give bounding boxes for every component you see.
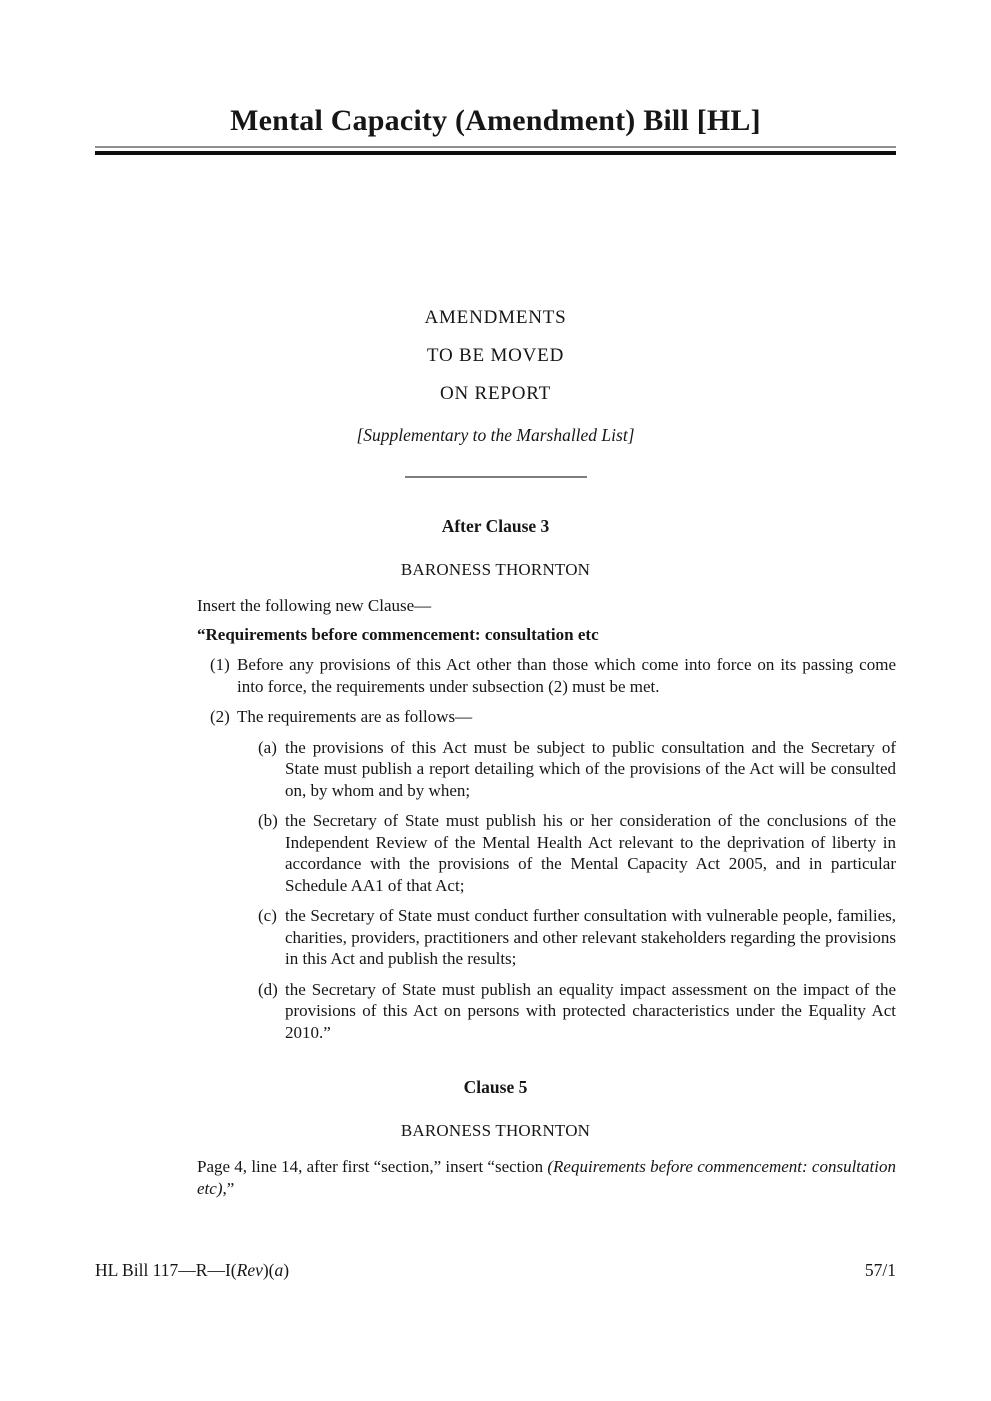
bill-reference <box>95 1260 289 1281</box>
masthead-line-to-be-moved: TO BE MOVED <box>426 345 565 366</box>
bill-reference-part: HL Bill 117—R—I( <box>95 1260 237 1280</box>
section-divider <box>405 476 587 478</box>
subsection-number: (2) <box>210 707 230 726</box>
clause-heading: Clause 5 <box>463 1077 528 1097</box>
bill-title: Mental Capacity (Amendment) Bill [HL] <box>230 104 761 137</box>
subsection-2 <box>197 706 896 728</box>
page-footer <box>95 1260 896 1281</box>
amendment-instruction: Insert the following new Clause— <box>197 596 432 615</box>
mover-name: BARONESS THORNTON <box>400 560 591 579</box>
bill-reference-part: )( <box>262 1260 275 1280</box>
amendment-body <box>197 595 896 1043</box>
paragraph-letter: (c) <box>258 906 277 925</box>
sheet-number: 57/1 <box>864 1260 896 1280</box>
amendment-text-roman: Page 4, line 14, after first “section,” insert “section <box>197 1157 548 1176</box>
paragraph-a <box>258 737 896 802</box>
paragraph-letter: (d) <box>258 979 278 999</box>
subsection-1 <box>197 654 896 697</box>
mover-name: BARONESS THORNTON <box>400 1121 591 1140</box>
paragraph-letter: (b) <box>258 811 278 830</box>
subsection-text: The requirements are as follows— <box>237 707 473 726</box>
paragraph-text: the provisions of this Act must be subject to public consultation and the Secretary of State must publish a report detailing which of the provisions of the Act will be consulted on, by whom and by when; <box>285 737 896 800</box>
bill-reference-a: a <box>274 1260 284 1280</box>
section-clause-5 <box>95 1077 896 1199</box>
title-double-rule <box>95 146 896 155</box>
paragraph-b <box>258 810 896 896</box>
paragraph-c <box>258 905 896 970</box>
masthead-line-on-report: ON REPORT <box>439 383 552 404</box>
subsection-text: Before any provisions of this Act other than those which come into force on its passing come into force, the requirements under subsection (2) must be met. <box>237 655 896 696</box>
masthead <box>95 307 896 446</box>
amendment-text-italic: (Requirements before commencement: consultation etc) <box>197 1157 896 1198</box>
subsection-number: (1) <box>210 655 230 674</box>
paragraph-text: the Secretary of State must conduct further consultation with vulnerable people, families, charities, providers, practitioners and other relevant stakeholders regarding the provisions in this Act and publish the results; <box>285 906 896 968</box>
masthead-line-amendments: AMENDMENTS <box>424 307 567 328</box>
paragraph-text: the Secretary of State must publish an equality impact assessment on the impact of the provisions of this Act on persons with protected characteristics under the Equality Act 2010.” <box>285 979 896 1042</box>
paragraph-d <box>258 979 896 1044</box>
clause-heading: After Clause 3 <box>441 516 550 536</box>
marshalled-list-note: [Supplementary to the Marshalled List] <box>356 425 635 445</box>
amendment-body <box>197 1156 896 1199</box>
amendment-text <box>197 1156 896 1199</box>
bill-reference-part: ) <box>283 1260 290 1280</box>
bill-reference-rev: Rev <box>236 1260 263 1280</box>
amendment-text-roman: ,” <box>222 1178 235 1198</box>
paragraph-letter: (a) <box>258 737 277 757</box>
new-clause-title: “Requirements before commencement: consultation etc <box>197 624 599 644</box>
section-after-clause-3 <box>95 516 896 1043</box>
paragraph-text: the Secretary of State must publish his or her consideration of the conclusions of the Independent Review of the Mental Health Act relevant to the deprivation of liberty in accordance with the provisions of the Mental Capacity Act 2005, and in particular Schedule AA1 of that Act; <box>285 811 896 895</box>
